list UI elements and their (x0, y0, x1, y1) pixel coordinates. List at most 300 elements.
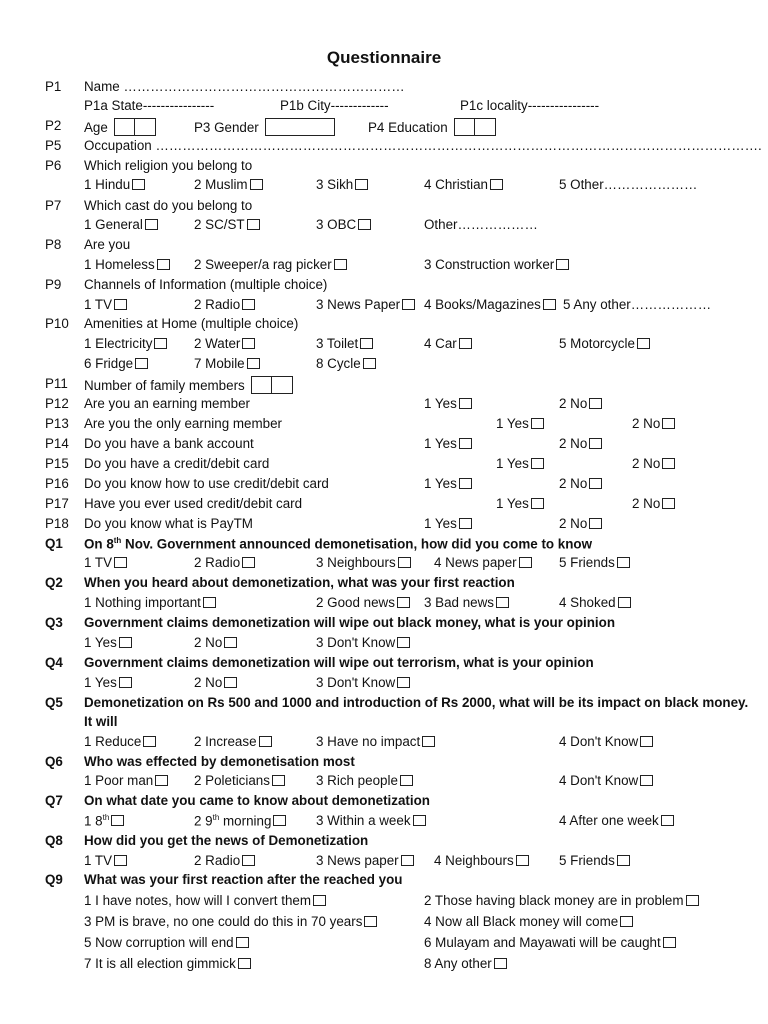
question-text (84, 476, 329, 491)
question-row (0, 198, 768, 218)
checkbox[interactable] (496, 597, 509, 608)
checkbox[interactable] (422, 736, 435, 747)
question-code: P15 (45, 456, 69, 471)
option-label: 4 News paper (434, 555, 517, 570)
checkbox[interactable] (272, 775, 285, 786)
checkbox[interactable] (686, 895, 699, 906)
question-code: P13 (45, 416, 69, 431)
option-label: 2 Water (194, 336, 241, 351)
question-row (0, 158, 768, 178)
checkbox[interactable] (145, 219, 158, 230)
answer-option (316, 356, 376, 371)
question-row (0, 297, 768, 317)
checkbox[interactable] (618, 597, 631, 608)
option-label: 3 News Paper (316, 297, 401, 312)
question-code: P2 (45, 118, 62, 133)
answer-option (559, 734, 653, 749)
question-text (559, 177, 697, 192)
answer-option (194, 118, 335, 136)
option-label: 5 Motorcycle (559, 336, 635, 351)
question-text (84, 416, 282, 431)
option-label: 1 Yes (496, 496, 529, 511)
question-code: Q3 (45, 615, 63, 630)
checkbox[interactable] (494, 958, 507, 969)
checkbox[interactable] (242, 299, 255, 310)
checkbox[interactable] (203, 597, 216, 608)
checkbox[interactable] (242, 338, 255, 349)
ordinal-suffix: th (212, 813, 220, 822)
checkbox[interactable] (401, 855, 414, 866)
checkbox[interactable] (143, 736, 156, 747)
checkbox[interactable] (400, 775, 413, 786)
checkbox[interactable] (397, 637, 410, 648)
checkbox[interactable] (236, 937, 249, 948)
digit-entry-field[interactable] (454, 120, 496, 135)
text-entry-box[interactable] (265, 118, 335, 136)
question-text (84, 575, 515, 590)
checkbox[interactable] (459, 338, 472, 349)
digit-box[interactable] (114, 118, 135, 136)
question-text (84, 714, 117, 729)
option-label: 1 General (84, 217, 143, 232)
answer-option (424, 436, 472, 451)
question-text (84, 536, 592, 551)
option-label: 5 Now corruption will end (84, 935, 234, 950)
checkbox[interactable] (132, 179, 145, 190)
option-label: Amenities at Home (multiple choice) (84, 316, 299, 331)
checkbox[interactable] (114, 855, 127, 866)
option-label: 1 Poor man (84, 773, 154, 788)
checkbox[interactable] (247, 219, 260, 230)
digit-box[interactable] (475, 118, 496, 136)
answer-option (316, 336, 373, 351)
option-label: It will (84, 714, 118, 729)
checkbox[interactable] (556, 259, 569, 270)
question-code: Q7 (45, 793, 63, 808)
option-label: 2 No (632, 496, 661, 511)
option-label: 1 8 (84, 813, 103, 829)
question-row (0, 734, 768, 754)
checkbox[interactable] (259, 736, 272, 747)
checkbox[interactable] (155, 775, 168, 786)
question-row (0, 177, 768, 197)
option-label: Do you know what is PayTM (84, 516, 253, 531)
option-label: 1 Yes (424, 516, 457, 531)
question-row (0, 257, 768, 277)
option-label: Are you (84, 237, 131, 252)
option-label: Age (84, 120, 108, 135)
page-title: Questionnaire (326, 48, 442, 67)
answer-option (194, 555, 255, 570)
option-label: Occupation ………………………………………………………………………………………………………………………. (84, 138, 762, 153)
answer-option (84, 935, 249, 950)
checkbox[interactable] (531, 458, 544, 469)
option-label: On what date you came to know about demonetization (84, 793, 430, 808)
option-label: 1 Electricity (84, 336, 153, 351)
option-label: Are you the only earning member (84, 416, 282, 431)
question-text (84, 456, 269, 471)
option-label: Do you know how to use credit/debit card (84, 476, 329, 491)
question-row (0, 516, 768, 536)
question-text (84, 516, 253, 531)
answer-option (434, 555, 532, 570)
question-row (0, 476, 768, 496)
checkbox[interactable] (157, 259, 170, 270)
checkbox[interactable] (413, 815, 426, 826)
answer-option (84, 555, 127, 570)
option-label: Do you have a credit/debit card (84, 456, 270, 471)
checkbox[interactable] (640, 736, 653, 747)
answer-option (424, 914, 633, 929)
checkbox[interactable] (224, 637, 237, 648)
question-text (84, 754, 355, 769)
option-label: 1 Homeless (84, 257, 155, 272)
answer-option (194, 177, 263, 192)
answer-option (194, 635, 237, 650)
question-code: P16 (45, 476, 69, 491)
option-label: When you heard about demonetization, what was your first reaction (84, 575, 515, 590)
question-row (0, 79, 768, 99)
checkbox[interactable] (459, 398, 472, 409)
question-code: P6 (45, 158, 62, 173)
answer-option (368, 118, 496, 136)
option-label: P3 Gender (194, 120, 259, 135)
checkbox[interactable] (397, 677, 410, 688)
answer-option (84, 813, 124, 828)
question-row (0, 277, 768, 297)
question-text (84, 316, 298, 331)
question-text (84, 833, 368, 848)
answer-option (424, 396, 472, 411)
option-label: 1 Yes (84, 635, 117, 650)
question-text (84, 396, 250, 411)
option-label: 1 Reduce (84, 734, 142, 749)
question-row (0, 316, 768, 336)
checkbox[interactable] (250, 179, 263, 190)
answer-option (559, 853, 630, 868)
answer-option (194, 297, 255, 312)
option-label: 1 Yes (84, 675, 117, 690)
option-label: 2 Sweeper/a rag picker (194, 257, 332, 272)
option-label: 2 Good news (316, 595, 395, 610)
checkbox[interactable] (617, 557, 630, 568)
checkbox[interactable] (238, 958, 251, 969)
answer-option (194, 813, 286, 828)
answer-option (84, 675, 132, 690)
answer-option (84, 177, 145, 192)
answer-option (84, 376, 293, 394)
option-label: How did you get the news of Demonetization (84, 833, 369, 848)
question-text (84, 655, 594, 670)
question-text (84, 198, 252, 213)
checkbox[interactable] (490, 179, 503, 190)
answer-option (194, 356, 260, 371)
option-label: 6 Mulayam and Mayawati will be caught (424, 935, 661, 950)
checkbox[interactable] (334, 259, 347, 270)
option-label: 1 TV (84, 297, 113, 312)
checkbox[interactable] (620, 916, 633, 927)
checkbox[interactable] (589, 478, 602, 489)
question-code: P5 (45, 138, 62, 153)
checkbox[interactable] (111, 815, 124, 826)
digit-box[interactable] (251, 376, 272, 394)
option-label: 1 Yes (496, 456, 529, 471)
question-row (0, 893, 768, 913)
checkbox[interactable] (662, 418, 675, 429)
option-label: Name ……………………………………………………… (84, 79, 405, 94)
question-row (0, 456, 768, 476)
checkbox[interactable] (459, 518, 472, 529)
answer-option (559, 396, 602, 411)
answer-option (559, 476, 602, 491)
option-label: 1 TV (84, 555, 113, 570)
checkbox[interactable] (135, 358, 148, 369)
checkbox[interactable] (397, 597, 410, 608)
answer-option (194, 257, 347, 272)
option-label-rest: morning (219, 813, 272, 829)
answer-option (84, 773, 168, 788)
option-label: 1 Yes (424, 396, 457, 411)
checkbox[interactable] (273, 815, 286, 826)
answer-option (496, 496, 544, 511)
option-label: 3 Neighbours (316, 555, 396, 570)
question-row (0, 416, 768, 436)
question-text (84, 98, 214, 113)
option-label: 5 Friends (559, 555, 615, 570)
answer-option (84, 595, 216, 610)
question-row (0, 217, 768, 237)
answer-option (496, 416, 544, 431)
question-text (84, 436, 254, 451)
checkbox[interactable] (589, 518, 602, 529)
answer-option (559, 336, 650, 351)
checkbox[interactable] (516, 855, 529, 866)
checkbox[interactable] (119, 677, 132, 688)
answer-option (434, 853, 529, 868)
checkbox[interactable] (398, 557, 411, 568)
answer-option (194, 734, 272, 749)
digit-entry-field[interactable] (251, 378, 293, 393)
answer-option (632, 456, 675, 471)
answer-option (194, 336, 255, 351)
answer-option (632, 496, 675, 511)
question-row (0, 336, 768, 356)
checkbox[interactable] (364, 916, 377, 927)
checkbox[interactable] (531, 418, 544, 429)
checkbox[interactable] (637, 338, 650, 349)
question-row (0, 655, 768, 675)
checkbox[interactable] (459, 478, 472, 489)
option-label: 3 Rich people (316, 773, 398, 788)
option-label: 3 News paper (316, 853, 399, 868)
option-label: Have you ever used credit/debit card (84, 496, 303, 511)
question-code: P14 (45, 436, 69, 451)
answer-option (316, 675, 410, 690)
option-label: 2 SC/ST (194, 217, 245, 232)
option-label: 4 Don't Know (559, 734, 639, 749)
question-row (0, 376, 768, 396)
option-label: Are you an earning member (84, 396, 250, 411)
checkbox[interactable] (114, 557, 127, 568)
question-text (84, 872, 402, 887)
answer-option (84, 356, 148, 371)
answer-option (194, 853, 255, 868)
option-label: 2 No (194, 675, 223, 690)
answer-option (84, 257, 170, 272)
question-text (84, 158, 252, 173)
question-row (0, 935, 768, 955)
answer-option (84, 914, 377, 929)
checkbox[interactable] (543, 299, 556, 310)
question-code: Q2 (45, 575, 63, 590)
question-row (0, 635, 768, 655)
answer-option (194, 773, 285, 788)
ordinal-suffix: th (102, 813, 110, 822)
checkbox[interactable] (519, 557, 532, 568)
question-row (0, 956, 768, 976)
option-label: Which cast do you belong to (84, 198, 253, 213)
answer-option (424, 893, 699, 908)
question-code: P9 (45, 277, 62, 292)
option-label: Which religion you belong to (84, 158, 253, 173)
digit-box[interactable] (272, 376, 293, 394)
question-row (0, 833, 768, 853)
checkbox[interactable] (358, 219, 371, 230)
answer-option (84, 217, 158, 232)
question-row (0, 118, 768, 138)
option-label: 4 Neighbours (434, 853, 514, 868)
option-label: Who was effected by demonetisation most (84, 754, 355, 769)
answer-option (559, 813, 674, 828)
question-text (563, 297, 711, 312)
question-row (0, 914, 768, 934)
checkbox[interactable] (363, 358, 376, 369)
question-row (0, 695, 768, 715)
question-text (424, 217, 538, 232)
option-label: Channels of Information (multiple choice) (84, 277, 328, 292)
checkbox[interactable] (661, 815, 674, 826)
option-label: 5 Other………………… (559, 177, 698, 192)
option-label: 4 Car (424, 336, 457, 351)
option-label: 4 Shoked (559, 595, 616, 610)
option-label: 2 Those having black money are in problem (424, 893, 684, 908)
option-label: Government claims demonetization will wipe out black money, what is your opinion (84, 615, 615, 630)
checkbox[interactable] (459, 438, 472, 449)
checkbox[interactable] (617, 855, 630, 866)
checkbox[interactable] (224, 677, 237, 688)
answer-option (316, 773, 413, 788)
question-code: P10 (45, 316, 69, 331)
option-label: 1 Hindu (84, 177, 131, 192)
question-text (460, 98, 599, 113)
option-label: P1c locality---------------- (460, 98, 600, 113)
checkbox[interactable] (242, 855, 255, 866)
option-label: 2 Muslim (194, 177, 248, 192)
checkbox[interactable] (589, 398, 602, 409)
question-code: Q1 (45, 536, 63, 551)
question-text (84, 615, 615, 630)
checkbox[interactable] (640, 775, 653, 786)
checkbox[interactable] (242, 557, 255, 568)
question-code: P17 (45, 496, 69, 511)
answer-option (559, 516, 602, 531)
option-label: 1 Yes (424, 476, 457, 491)
option-label: 2 No (632, 416, 661, 431)
answer-option (316, 635, 410, 650)
question-row (0, 436, 768, 456)
ordinal-suffix: th (113, 536, 122, 545)
digit-box[interactable] (135, 118, 156, 136)
question-row (0, 138, 768, 158)
question-row (0, 237, 768, 257)
answer-option (559, 773, 653, 788)
answer-option (316, 853, 414, 868)
answer-option (84, 956, 251, 971)
digit-entry-field[interactable] (114, 120, 156, 135)
checkbox[interactable] (663, 937, 676, 948)
question-code: Q6 (45, 754, 63, 769)
answer-option (559, 555, 630, 570)
option-label: 6 Fridge (84, 356, 134, 371)
answer-option (316, 297, 415, 312)
option-label: 2 No (559, 516, 588, 531)
question-row (0, 872, 768, 892)
answer-option (316, 595, 410, 610)
checkbox[interactable] (119, 637, 132, 648)
option-label: Other……………… (424, 217, 538, 232)
option-label: P1a State---------------- (84, 98, 215, 113)
answer-option (424, 257, 569, 272)
question-row (0, 773, 768, 793)
checkbox[interactable] (313, 895, 326, 906)
checkbox[interactable] (247, 358, 260, 369)
question-row (0, 853, 768, 873)
checkbox[interactable] (589, 438, 602, 449)
answer-option (424, 516, 472, 531)
question-text (84, 277, 327, 292)
digit-box[interactable] (454, 118, 475, 136)
question-text (84, 496, 302, 511)
answer-option (424, 336, 472, 351)
option-label: Do you have a bank account (84, 436, 254, 451)
answer-option (316, 734, 435, 749)
option-label: 2 Radio (194, 853, 241, 868)
checkbox[interactable] (531, 498, 544, 509)
question-row (0, 575, 768, 595)
checkbox[interactable] (355, 179, 368, 190)
question-code: Q5 (45, 695, 63, 710)
option-label: On 8 (84, 536, 114, 552)
checkbox[interactable] (402, 299, 415, 310)
option-label: 2 Poleticians (194, 773, 270, 788)
checkbox[interactable] (662, 458, 675, 469)
option-label: 3 Have no impact (316, 734, 421, 749)
question-text (84, 79, 405, 94)
checkbox[interactable] (662, 498, 675, 509)
question-code: P12 (45, 396, 69, 411)
option-label: P1b City------------- (280, 98, 389, 113)
question-text (84, 237, 130, 252)
option-label: 2 Radio (194, 297, 241, 312)
checkbox[interactable] (154, 338, 167, 349)
checkbox[interactable] (114, 299, 127, 310)
answer-option (559, 436, 602, 451)
option-label: 4 Christian (424, 177, 489, 192)
option-label: 5 Friends (559, 853, 615, 868)
option-label: 2 No (559, 476, 588, 491)
option-label: Demonetization on Rs 500 and 1000 and introduction of Rs 2000, what will be its impact on black money. (84, 695, 749, 710)
checkbox[interactable] (360, 338, 373, 349)
